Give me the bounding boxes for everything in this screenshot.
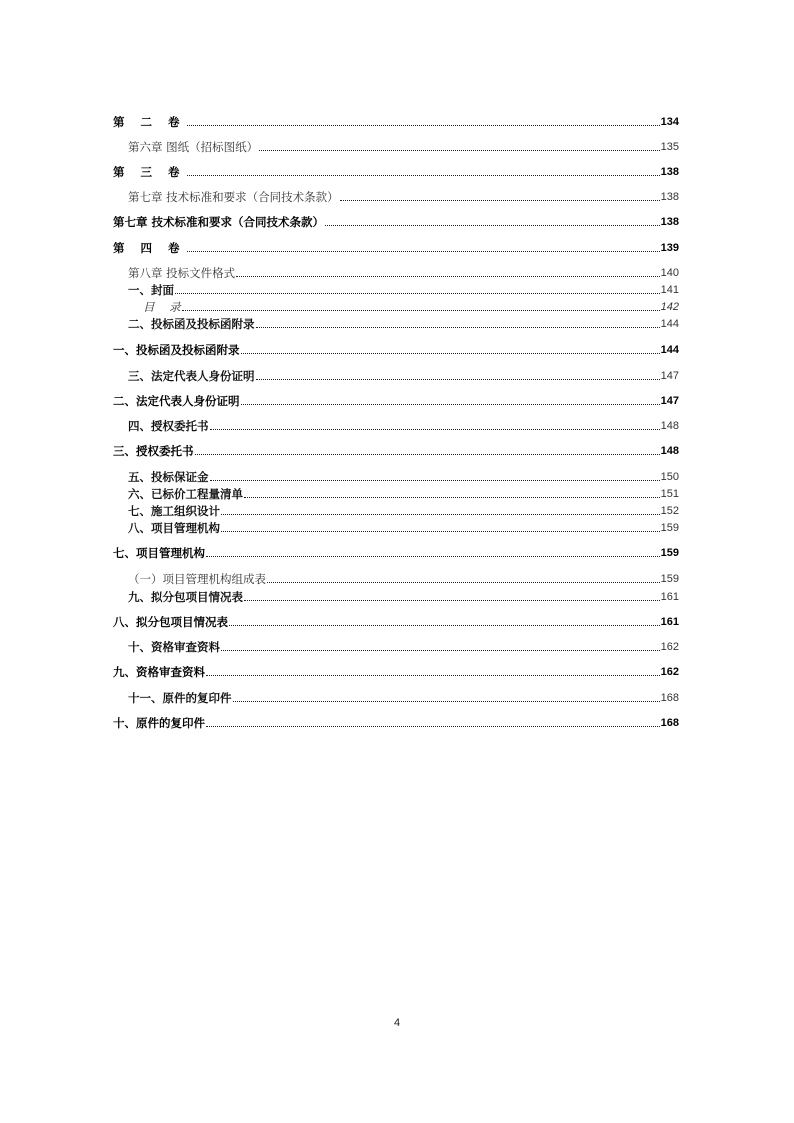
toc-entry-page-number: 144 xyxy=(660,344,679,356)
toc-entry-page-number: 168 xyxy=(660,717,679,729)
toc-entry-title: 十、原件的复印件 xyxy=(113,716,205,730)
dot-leader xyxy=(210,480,660,481)
toc-entry-title: 九、拟分包项目情况表 xyxy=(128,590,243,604)
dot-leader xyxy=(236,276,659,277)
toc-entry[interactable] xyxy=(113,714,679,730)
toc-entry-title: 七、项目管理机构 xyxy=(113,546,205,560)
toc-entry[interactable] xyxy=(113,392,679,408)
toc-entry-page-number: 147 xyxy=(660,370,679,382)
toc-entry-page-number: 152 xyxy=(660,505,679,517)
toc-entry-title: 二、法定代表人身份证明 xyxy=(113,394,240,408)
toc-entry-title: 一、封面 xyxy=(128,283,174,297)
toc-entry[interactable] xyxy=(128,138,679,154)
toc-entry-page-number: 161 xyxy=(660,616,679,628)
toc-entry[interactable] xyxy=(113,113,679,129)
dot-leader xyxy=(210,429,660,430)
toc-entry[interactable] xyxy=(113,239,679,255)
toc-entry-page-number: 159 xyxy=(660,573,679,585)
toc-entry-page-number: 138 xyxy=(660,166,679,178)
toc-entry-page-number: 139 xyxy=(660,242,679,254)
page-number: 4 xyxy=(393,1017,401,1029)
toc-entry-title: 一、投标函及投标函附录 xyxy=(113,343,240,357)
toc-entry-page-number: 162 xyxy=(660,666,679,678)
toc-entry-title: 第 四 卷 xyxy=(113,241,186,255)
toc-entry-title: 七、施工组织设计 xyxy=(128,504,220,518)
toc-entry[interactable] xyxy=(113,613,679,629)
toc-entry-page-number: 150 xyxy=(660,471,679,483)
toc-entry-title: 第 三 卷 xyxy=(113,165,186,179)
toc-entry[interactable] xyxy=(128,588,679,604)
toc-entry-title: 九、资格审查资料 xyxy=(113,665,205,679)
toc-entry-page-number: 161 xyxy=(660,591,679,603)
dot-leader xyxy=(325,225,660,226)
dot-leader xyxy=(256,327,660,328)
dot-leader xyxy=(187,251,660,252)
toc-entry-page-number: 162 xyxy=(660,641,679,653)
toc-entry[interactable] xyxy=(128,519,679,535)
toc-entry[interactable] xyxy=(128,264,679,280)
dot-leader xyxy=(187,175,660,176)
toc-entry[interactable] xyxy=(128,315,679,331)
toc-entry[interactable] xyxy=(128,281,679,297)
toc-entry[interactable] xyxy=(128,570,679,586)
dot-leader xyxy=(256,379,660,380)
toc-entry[interactable] xyxy=(128,638,679,654)
toc-entry[interactable] xyxy=(128,367,679,383)
toc-entry[interactable] xyxy=(128,502,679,518)
dot-leader xyxy=(340,200,660,201)
toc-entry-page-number: 159 xyxy=(660,522,679,534)
toc-entry-page-number: 151 xyxy=(660,488,679,500)
toc-entry[interactable] xyxy=(128,468,679,484)
toc-entry[interactable] xyxy=(113,544,679,560)
dot-leader xyxy=(187,125,660,126)
dot-leader xyxy=(244,497,660,498)
toc-entry-title: 四、授权委托书 xyxy=(128,419,209,433)
toc-entry-title: 第七章 技术标准和要求（合同技术条款） xyxy=(113,215,325,229)
toc-entry[interactable] xyxy=(128,689,679,705)
toc-entry[interactable] xyxy=(143,298,679,314)
dot-leader xyxy=(233,701,660,702)
dot-leader xyxy=(206,675,660,676)
toc-entry-title: 第六章 图纸（招标图纸） xyxy=(128,140,259,154)
toc-entry[interactable] xyxy=(128,417,679,433)
dot-leader xyxy=(182,310,660,311)
toc-entry-page-number: 138 xyxy=(660,216,679,228)
dot-leader xyxy=(206,726,660,727)
dot-leader xyxy=(244,600,660,601)
dot-leader xyxy=(267,582,660,583)
toc-entry-title: 二、投标函及投标函附录 xyxy=(128,317,255,331)
toc-entry-title: 第 二 卷 xyxy=(113,115,186,129)
toc-entry-title: 十、资格审查资料 xyxy=(128,640,220,654)
toc-entry[interactable] xyxy=(113,163,679,179)
toc-entry-page-number: 134 xyxy=(660,116,679,128)
toc-entry-title: 三、法定代表人身份证明 xyxy=(128,369,255,383)
toc-entry-title: （一）项目管理机构组成表 xyxy=(128,572,266,586)
toc-entry-page-number: 148 xyxy=(660,420,679,432)
toc-entry-title: 五、投标保证金 xyxy=(128,470,209,484)
dot-leader xyxy=(241,353,660,354)
dot-leader xyxy=(195,454,660,455)
dot-leader xyxy=(221,531,660,532)
toc-entry[interactable] xyxy=(113,663,679,679)
toc-entry-page-number: 141 xyxy=(660,284,679,296)
toc-entry-title: 十一、原件的复印件 xyxy=(128,691,232,705)
toc-entry-page-number: 142 xyxy=(660,301,679,313)
toc-entry-page-number: 147 xyxy=(660,395,679,407)
toc-entry[interactable] xyxy=(113,213,679,229)
dot-leader xyxy=(175,293,660,294)
toc-entry-title: 六、已标价工程量清单 xyxy=(128,487,243,501)
toc-entry-page-number: 144 xyxy=(660,318,679,330)
toc-entry-page-number: 148 xyxy=(660,445,679,457)
toc-entry[interactable] xyxy=(113,442,679,458)
dot-leader xyxy=(221,650,660,651)
toc-entry-page-number: 168 xyxy=(660,692,679,704)
toc-entry-title: 八、拟分包项目情况表 xyxy=(113,615,228,629)
toc-entry-title: 三、授权委托书 xyxy=(113,444,194,458)
toc-entry-title: 目 录 xyxy=(143,300,181,314)
toc-entry-title: 第七章 技术标准和要求（合同技术条款） xyxy=(128,190,339,204)
toc-entry[interactable] xyxy=(113,341,679,357)
dot-leader xyxy=(229,625,660,626)
dot-leader xyxy=(221,514,660,515)
dot-leader xyxy=(206,556,660,557)
toc-entry-title: 八、项目管理机构 xyxy=(128,521,220,535)
dot-leader xyxy=(241,404,660,405)
toc-entry[interactable] xyxy=(128,485,679,501)
toc-entry-page-number: 138 xyxy=(660,191,679,203)
toc-entry[interactable] xyxy=(128,188,679,204)
toc-entry-title: 第八章 投标文件格式 xyxy=(128,266,236,280)
toc-entry-page-number: 159 xyxy=(660,547,679,559)
toc-entry-page-number: 135 xyxy=(660,141,679,153)
dot-leader xyxy=(259,150,659,151)
toc-entry-page-number: 140 xyxy=(660,267,679,279)
